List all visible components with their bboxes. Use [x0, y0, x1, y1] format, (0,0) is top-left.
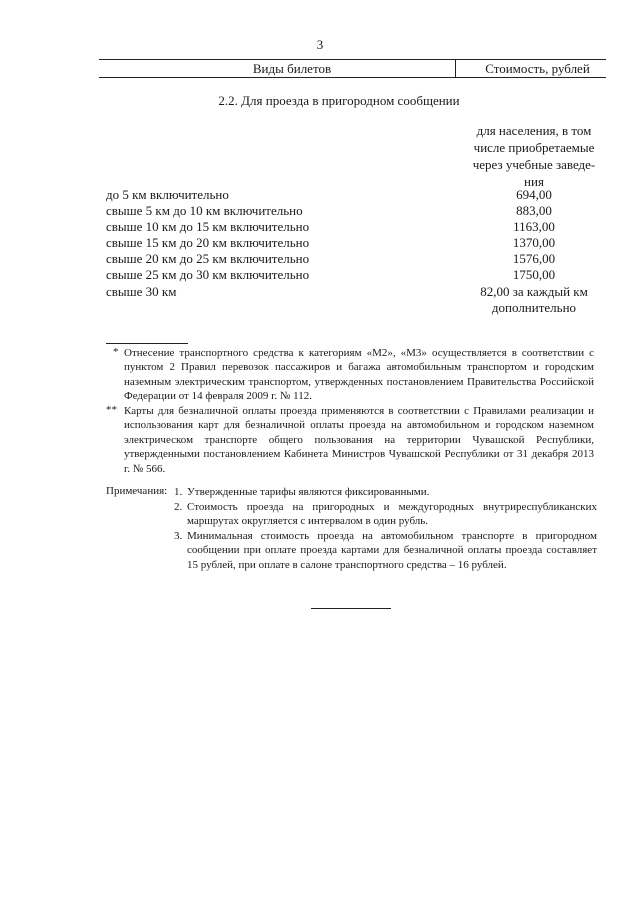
note-text: Стоимость проезда на пригородных и междугородных внутриреспубликанских маршрутах округляется с интервалом в один рубль.: [187, 501, 597, 528]
section-title: 2.2. Для проезда в пригородном сообщении: [218, 93, 460, 108]
fare-row-label: до 5 км включительно: [106, 187, 229, 202]
fare-row-label: свыше 25 км до 30 км включительно: [106, 267, 310, 282]
note-text: Утвержденные тарифы являются фиксированными.: [187, 486, 430, 499]
footnote-mark: *: [113, 346, 119, 358]
document-end-rule: [311, 608, 391, 609]
table-header-cost: Стоимость, рублей: [485, 61, 590, 76]
fare-row-value: 1370,00: [512, 235, 556, 250]
note-number: 1.: [174, 486, 183, 498]
column-head-population: [434, 122, 634, 190]
column-head-line: числе приобретаемые: [473, 140, 595, 155]
note-number: 2.: [174, 501, 183, 513]
table-header-ticket-types: Виды билетов: [252, 61, 332, 76]
column-head-line: через учебные заведе-: [472, 157, 596, 172]
page-number: 3: [316, 37, 324, 52]
fare-row-label: свыше 30 км: [106, 284, 177, 299]
fare-row-value: 1750,00: [512, 267, 556, 282]
fare-row-label: свыше 15 км до 20 км включительно: [106, 235, 310, 250]
fare-row-label: свыше 20 км до 25 км включительно: [106, 251, 310, 266]
fare-row-value: 883,00: [516, 203, 552, 218]
fare-row-value-continuation: дополнительно: [491, 300, 577, 315]
table-header-top-rule: [99, 59, 606, 60]
footnote-mark: **: [106, 404, 117, 416]
fare-row-value: 1163,00: [513, 219, 555, 234]
column-head-line: ния: [524, 174, 544, 189]
fare-row-value: 694,00: [516, 187, 552, 202]
table-header-bottom-rule: [99, 77, 606, 78]
note-number: 3.: [174, 530, 183, 542]
note-item: [174, 529, 597, 572]
fare-row-value: 82,00 за каждый км: [480, 284, 588, 299]
notes-label: Примечания:: [106, 485, 168, 497]
column-head-line: для населения, в том: [476, 123, 592, 138]
fare-row-label: свыше 5 км до 10 км включительно: [106, 203, 303, 218]
fare-row-value: 1576,00: [512, 251, 556, 266]
note-text: Минимальная стоимость проезда на автомобильном транспорте в пригородном сообщении при оплате проезда картами для безналичной оплаты проезда составляет 15 рублей, при оплате в салоне транспортного средства – 16 рублей.: [187, 530, 597, 571]
note-item: [174, 485, 597, 499]
note-item: [174, 500, 597, 529]
fare-row-label: свыше 10 км до 15 км включительно: [106, 219, 310, 234]
footnote-separator: [106, 343, 188, 344]
footnote-text: Отнесение транспортного средства к категориям «М2», «М3» осуществляется в соответствии с пунктом 2 Правил перевозок пассажиров и багажа автомобильным транспортом и городским наземным электрическим транспортом, утвержденных постановлением Правительства Российской Федерации от 14 февраля 2009 г. № 112.: [124, 347, 594, 403]
footnote-text: Карты для безналичной оплаты проезда применяются в соответствии с Правилами реализации и использования карт для безналичной оплаты проезда на автомобильном и городском наземном электрическом транспорте общего пользования на территории Чувашской Республики, утвержденными постановлением Кабинета Министров Чувашской Республики от 31 декабря 2013 г. № 566.: [124, 405, 594, 475]
